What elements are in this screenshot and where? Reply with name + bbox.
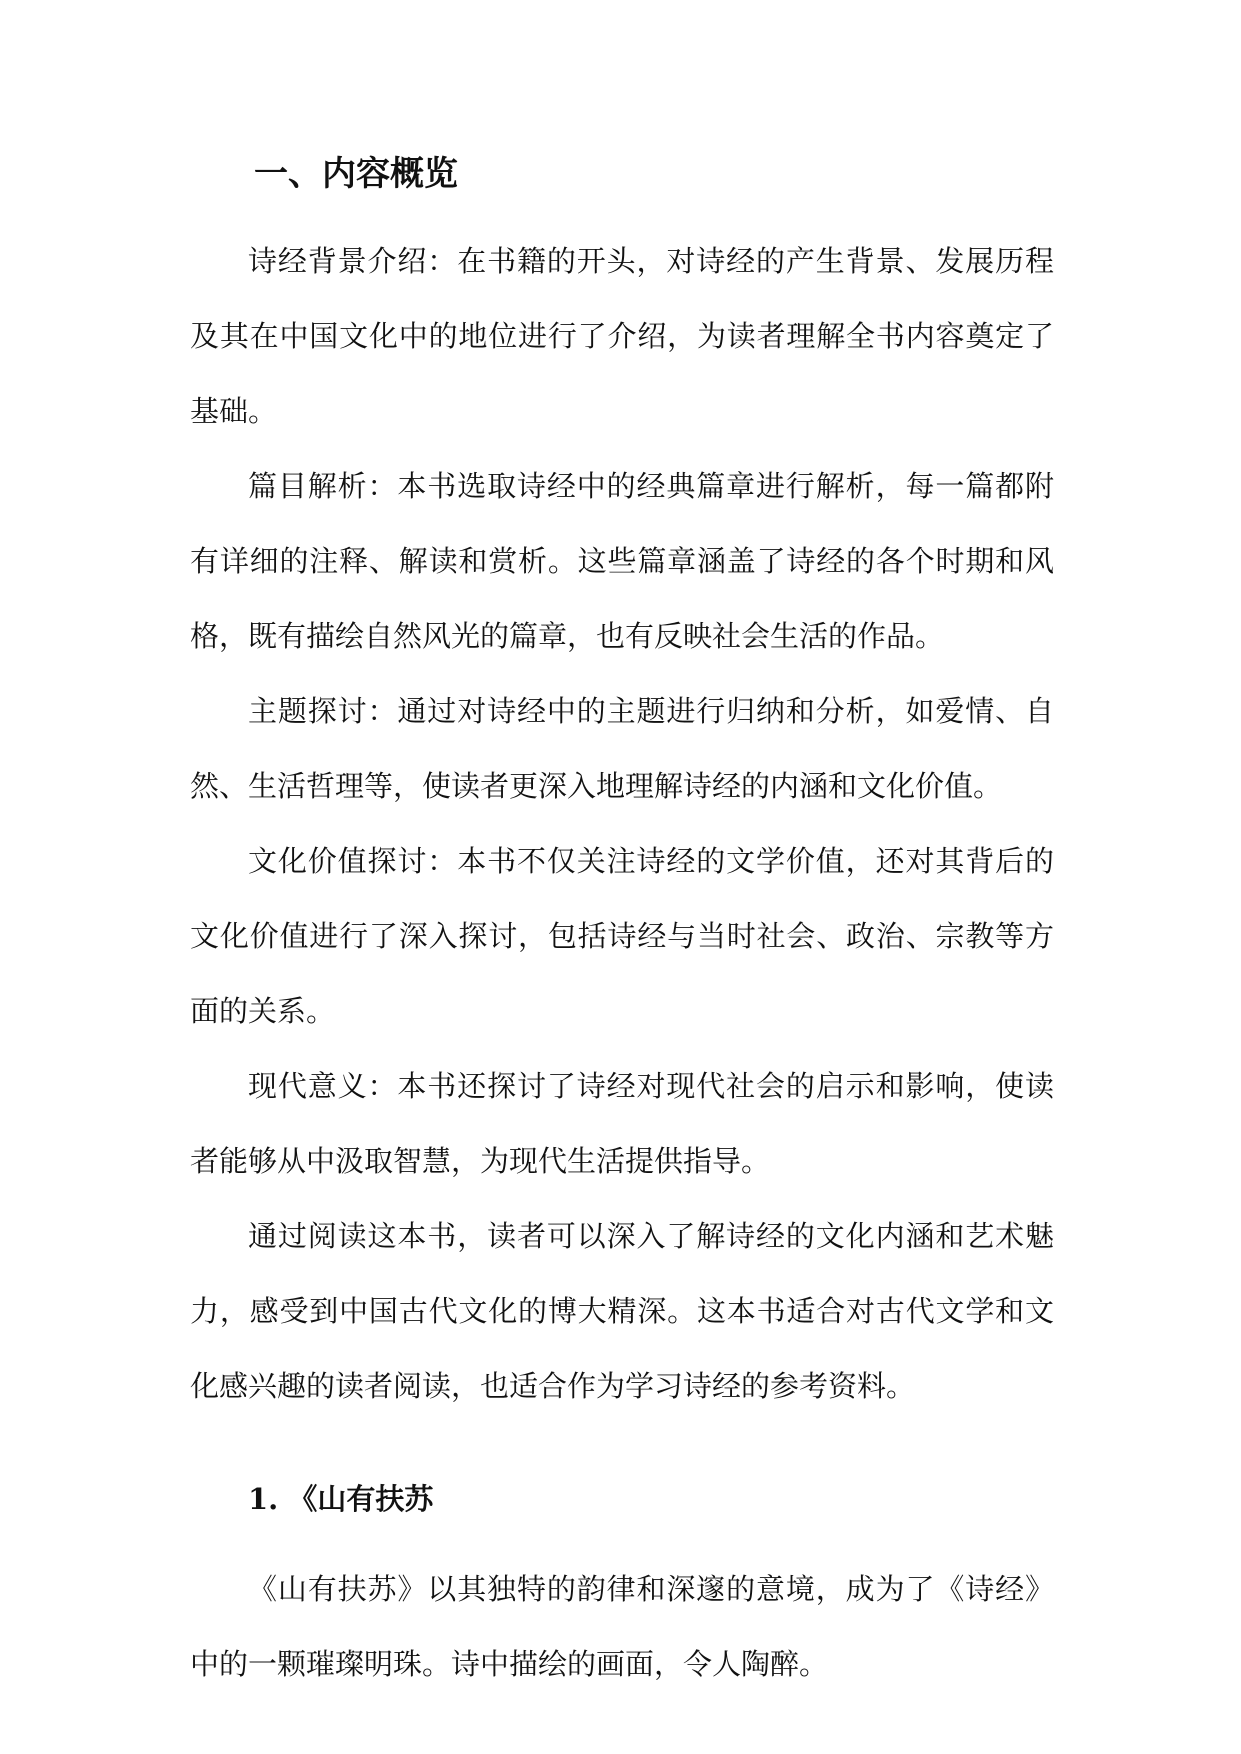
document-body (190, 142, 1054, 1702)
paragraph-cultural-value: 文化价值探讨：本书不仅关注诗经的文学价值，还对其背后的文化价值进行了深入探讨，包括诗经与当时社会、政治、宗教等方面的关系。 (190, 844, 1054, 1028)
section-heading: 一、内容概览 (254, 154, 458, 194)
paragraph-modern-meaning: 现代意义：本书还探讨了诗经对现代社会的启示和影响，使读者能够从中汲取智慧，为现代生活提供指导。 (190, 1069, 1054, 1178)
paragraph-shan-you-fu-su: 《山有扶苏》以其独特的韵律和深邃的意境，成为了《诗经》中的一颗璀璨明珠。诗中描绘的画面，令人陶醉。 (190, 1572, 1054, 1681)
subsection-heading: 1. 《山有扶苏 (248, 1482, 434, 1516)
paragraph-theme-discussion: 主题探讨：通过对诗经中的主题进行归纳和分析，如爱情、自然、生活哲理等，使读者更深入地理解诗经的内涵和文化价值。 (190, 694, 1054, 803)
paragraph-background: 诗经背景介绍：在书籍的开头，对诗经的产生背景、发展历程及其在中国文化中的地位进行了介绍，为读者理解全书内容奠定了基础。 (190, 244, 1054, 428)
paragraph-summary: 通过阅读这本书，读者可以深入了解诗经的文化内涵和艺术魅力，感受到中国古代文化的博大精深。这本书适合对古代文学和文化感兴趣的读者阅读，也适合作为学习诗经的参考资料。 (190, 1219, 1054, 1403)
paragraph-chapter-analysis: 篇目解析：本书选取诗经中的经典篇章进行解析，每一篇都附有详细的注释、解读和赏析。这些篇章涵盖了诗经的各个时期和风格，既有描绘自然风光的篇章，也有反映社会生活的作品。 (190, 469, 1054, 653)
